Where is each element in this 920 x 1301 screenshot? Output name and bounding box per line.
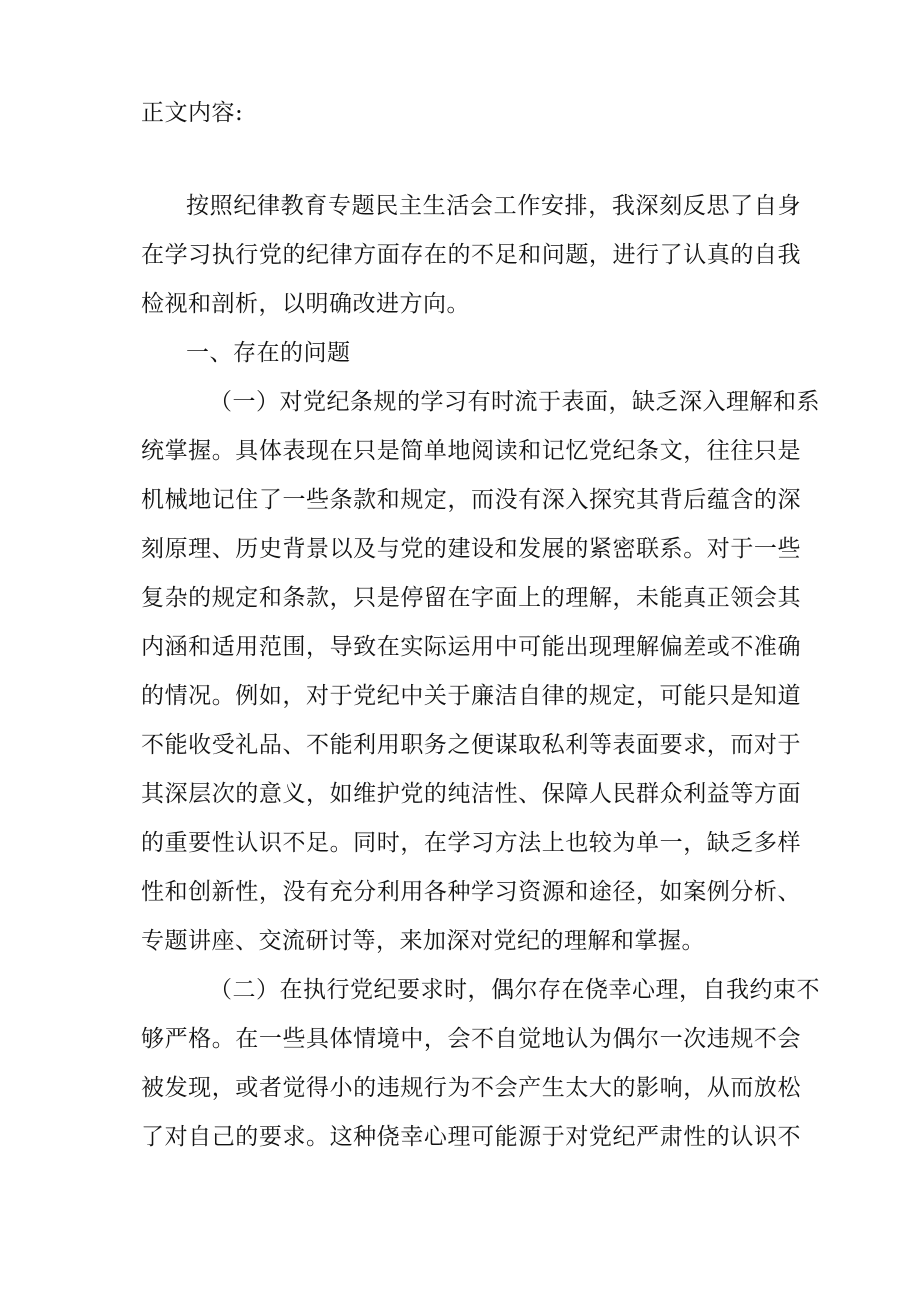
intro-line-3: 检视和剖析，以明确改进方向。 (141, 291, 470, 317)
item1-line-8: 不能收受礼品、不能利用职务之便谋取私利等表面要求，而对于 (141, 732, 801, 758)
item1-line-1: （一）对党纪条规的学习有时流于表面，缺乏深入理解和系 (209, 389, 820, 415)
item1-line-7: 的情况。例如，对于党纪中关于廉洁自律的规定，可能只是知道 (141, 683, 801, 709)
item2-line-3: 被发现，或者觉得小的违规行为不会产生太大的影响，从而放松 (141, 1075, 801, 1101)
item1-line-11: 性和创新性，没有充分利用各种学习资源和途径，如案例分析、 (141, 879, 801, 905)
item2-line-1: （二）在执行党纪要求时，偶尔存在侥幸心理，自我约束不 (209, 977, 820, 1003)
intro-line-2: 在学习执行党的纪律方面存在的不足和问题，进行了认真的自我 (141, 242, 801, 268)
intro-line-1: 按照纪律教育专题民主生活会工作安排，我深刻反思了自身 (186, 193, 801, 219)
item1-line-5: 复杂的规定和条款，只是停留在字面上的理解，未能真正领会其 (141, 585, 801, 611)
item1-line-4: 刻原理、历史背景以及与党的建设和发展的紧密联系。对于一些 (141, 536, 801, 562)
item2-line-2: 够严格。在一些具体情境中，会不自觉地认为偶尔一次违规不会 (141, 1026, 801, 1052)
item1-line-3: 机械地记住了一些条款和规定，而没有深入探究其背后蕴含的深 (141, 487, 801, 513)
item2-line-4: 了对自己的要求。这种侥幸心理可能源于对党纪严肃性的认识不 (141, 1124, 801, 1150)
section-heading: 一、存在的问题 (186, 340, 351, 366)
item1-line-12: 专题讲座、交流研讨等，来加深对党纪的理解和掌握。 (141, 928, 705, 954)
document-label: 正文内容: (141, 100, 244, 126)
item1-line-6: 内涵和适用范围，导致在实际运用中可能出现理解偏差或不准确 (141, 634, 801, 660)
item1-line-9: 其深层次的意义，如维护党的纯洁性、保障人民群众利益等方面 (141, 781, 801, 807)
item1-line-2: 统掌握。具体表现在只是简单地阅读和记忆党纪条文，往往只是 (141, 438, 801, 464)
item1-line-10: 的重要性认识不足。同时，在学习方法上也较为单一，缺乏多样 (141, 830, 801, 856)
